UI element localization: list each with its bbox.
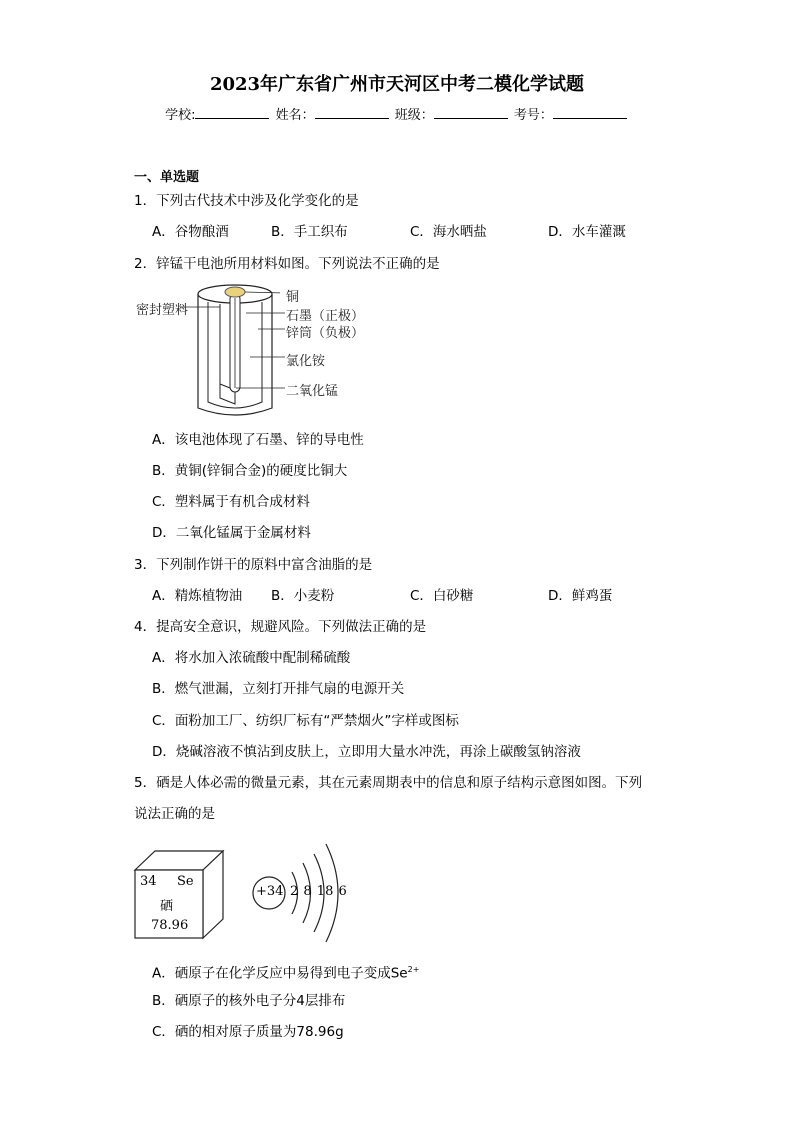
name-blank — [315, 106, 389, 119]
q5-option-a — [152, 960, 419, 984]
nucleus-charge: +34 — [256, 884, 284, 899]
question-1-stem: 1．下列古代技术中涉及化学变化的是 — [134, 193, 359, 209]
student-info-line — [0, 104, 794, 123]
q3-option-b: B．小麦粉 — [271, 588, 335, 604]
q2-option-a: A．该电池体现了石墨、锌的导电性 — [152, 432, 364, 448]
q1-option-d: D．水车灌溉 — [548, 224, 626, 240]
q5-option-c: C．硒的相对原子质量为78.96g — [152, 1024, 344, 1040]
q1-option-b: B．手工织布 — [271, 224, 348, 240]
electron-shells: 2 8 18 6 — [290, 884, 347, 899]
question-5-stem-line-1: 5．硒是人体必需的微量元素，其在元素周期表中的信息和原子结构示意图如图。下列 — [134, 775, 643, 791]
class-blank — [434, 106, 508, 119]
exam-number-label: 考号： — [513, 108, 553, 123]
element-atomic-number: 34 — [140, 874, 157, 889]
element-atomic-mass: 78.96 — [151, 918, 189, 933]
class-label: 班级： — [394, 108, 434, 123]
label-sealing-plastic: 密封塑料 — [136, 303, 189, 318]
element-symbol: Se — [177, 874, 194, 889]
page-title: 2023年广东省广州市天河区中考二模化学试题 — [209, 74, 585, 95]
label-copper: 铜 — [286, 290, 300, 305]
section-heading: 一、单选题 — [134, 170, 200, 185]
q4-option-a: A．将水加入浓硫酸中配制稀硫酸 — [152, 650, 351, 666]
q2-option-c: C．塑料属于有机合成材料 — [152, 494, 310, 510]
q5-option-b: B．硒原子的核外电子分4层排布 — [152, 993, 346, 1009]
q3-option-a: A．精炼植物油 — [152, 588, 243, 604]
q3-option-c: C．白砂糖 — [410, 588, 474, 604]
q3-option-d: D．鲜鸡蛋 — [548, 588, 613, 604]
school-blank — [195, 106, 269, 119]
label-manganese-dioxide: 二氧化锰 — [286, 384, 339, 399]
name-label: 姓名： — [275, 108, 315, 123]
q4-option-b: B．燃气泄漏，立刻打开排气扇的电源开关 — [152, 681, 405, 697]
q1-option-c: C．海水晒盐 — [410, 224, 487, 240]
q5-option-a-text: A．硒原子在化学反应中易得到电子变成Se — [152, 965, 408, 982]
q4-option-d: D．烧碱溶液不慎沾到皮肤上，立即用大量水冲洗，再涂上碳酸氢钠溶液 — [152, 744, 581, 760]
battery-leader-lines — [180, 290, 290, 400]
label-ammonium-chloride: 氯化铵 — [286, 354, 326, 369]
label-zinc-can: 锌筒（负极） — [286, 326, 365, 341]
school-label: 学校: — [165, 108, 196, 123]
q5-option-a-charge: 2+ — [407, 965, 420, 974]
exam-number-blank — [553, 106, 627, 119]
q4-option-c: C．面粉加工厂、纺织厂标有“严禁烟火”字样或图标 — [152, 713, 459, 729]
question-4-stem: 4．提高安全意识，规避风险。下列做法正确的是 — [134, 619, 427, 635]
q1-option-a: A．谷物酿酒 — [152, 224, 229, 240]
question-2-stem: 2．锌锰干电池所用材料如图。下列说法不正确的是 — [134, 256, 440, 272]
question-3-stem: 3．下列制作饼干的原料中富含油脂的是 — [134, 557, 373, 573]
question-5-stem-line-2: 说法正确的是 — [134, 806, 215, 822]
q2-option-b: B．黄铜(锌铜合金)的硬度比铜大 — [152, 463, 348, 479]
q2-option-d: D．二氧化锰属于金属材料 — [152, 525, 311, 541]
label-graphite: 石墨（正极） — [286, 309, 365, 324]
element-name: 硒 — [160, 899, 174, 914]
